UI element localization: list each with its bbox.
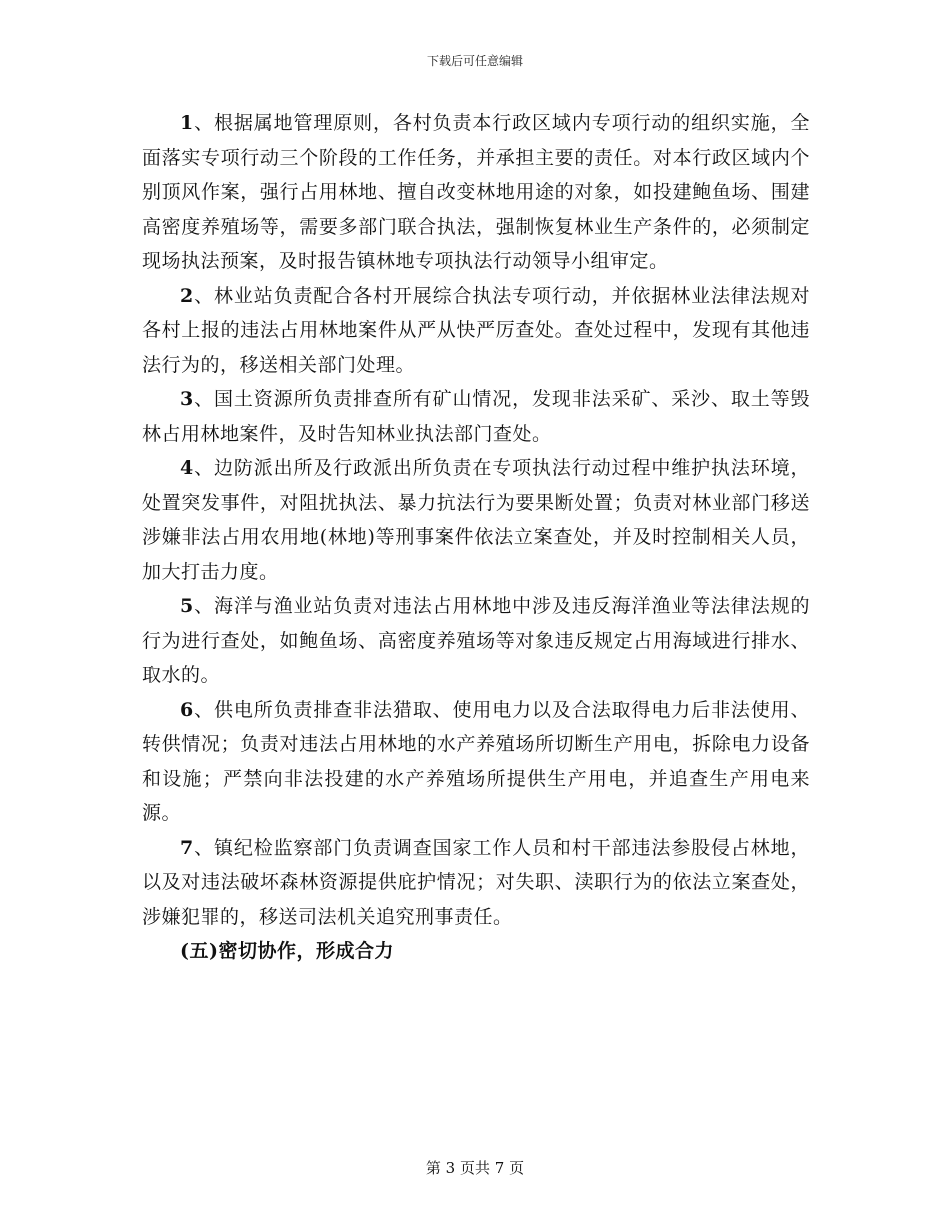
item-number: 5 [180, 595, 194, 617]
item-number: 4 [180, 457, 194, 479]
page-footer: 第 3 页共 7 页 [425, 1159, 525, 1177]
paragraph-3 [142, 382, 810, 451]
paragraph-text: 、供电所负责排查非法猎取、使用电力以及合法取得电力后非法使用、转供情况；负责对违法占用林地的水产养殖场所切断生产用电，拆除电力设备和设施；严禁向非法投建的水产养殖场所提供生产用电，并追查生产用电来源。 [142, 698, 810, 824]
paragraph-6 [142, 693, 810, 831]
paragraph-text: 、海洋与渔业站负责对违法占用林地中涉及违反海洋渔业等法律法规的行为进行查处，如鲍鱼场、高密度养殖场等对象违反规定占用海域进行排水、取水的。 [142, 595, 810, 686]
item-number: 3 [180, 388, 194, 410]
document-body [142, 106, 810, 969]
item-number: 7 [180, 836, 194, 859]
paragraph-1 [142, 106, 810, 279]
item-number: 2 [180, 284, 194, 307]
paragraph-text: 、林业站负责配合各村开展综合执法专项行动，并依据林业法律法规对各村上报的违法占用林地案件从严从快严厉查处。查处过程中，发现有其他违法行为的，移送相关部门处理。 [142, 284, 810, 376]
item-number: 6 [180, 698, 194, 721]
paragraph-text: 、国土资源所负责排查所有矿山情况，发现非法采矿、采沙、取土等毁林占用林地案件，及时告知林业执法部门查处。 [142, 388, 810, 445]
item-number: 1 [180, 112, 194, 134]
section-heading: (五)密切协作，形成合力 [180, 940, 394, 962]
paragraph-7 [142, 831, 810, 935]
paragraph-text: 、镇纪检监察部门负责调查国家工作人员和村干部违法参股侵占林地，以及对违法破坏森林资源提供庇护情况；对失职、渎职行为的依法立案查处，涉嫌犯罪的，移送司法机关追究刑事责任。 [142, 836, 810, 928]
paragraph-4 [142, 451, 810, 589]
paragraph-text: 、根据属地管理原则，各村负责本行政区域内专项行动的组织实施，全面落实专项行动三个阶段的工作任务，并承担主要的责任。对本行政区域内个别顶风作案，强行占用林地、擅自改变林地用途的对象，如投建鲍鱼场、围建高密度养殖场等，需要多部门联合执法，强制恢复林业生产条件的，必须制定现场执法预案，及时报告镇林地专项执法行动领导小组审定。 [142, 112, 810, 272]
paragraph-2 [142, 279, 810, 383]
page-header: 下载后可任意编辑 [426, 54, 523, 68]
paragraph-text: 、边防派出所及行政派出所负责在专项执法行动过程中维护执法环境，处置突发事件，对阻扰执法、暴力抗法行为要果断处置；负责对林业部门移送涉嫌非法占用农用地(林地)等刑事案件依法立案查处，并及时控制相关人员，加大打击力度。 [142, 457, 810, 583]
paragraph-5 [142, 589, 810, 693]
